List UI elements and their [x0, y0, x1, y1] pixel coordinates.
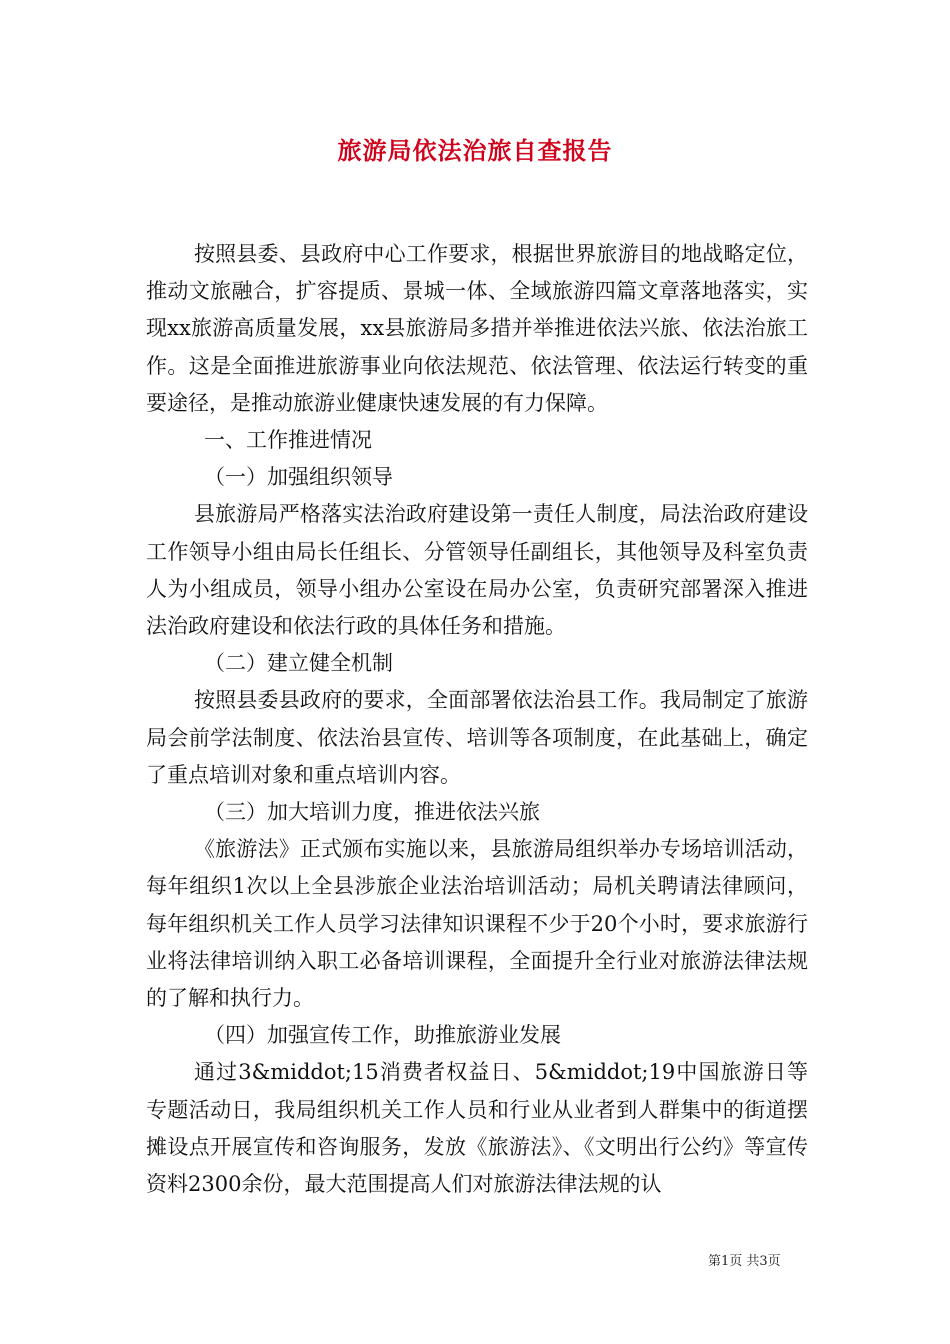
page-number-footer: 第1页 共3页	[708, 1254, 781, 1269]
section-heading-1: 一、工作推进情况	[204, 428, 372, 453]
subsection-heading-1: （一）加强组织领导	[204, 465, 393, 490]
subsection-paragraph-3: 《旅游法》正式颁布实施以来，县旅游局组织举办专场培训活动，每年组织1次以上全县涉旅企业法治培训活动；局机关聘请法律顾问，每年组织机关工作人员学习法律知识课程不少于20个小时，要求旅游行业将法律培训纳入职工必备培训课程，全面提升全行业对旅游法律法规的了解和执行力。	[146, 837, 808, 1011]
subsection-paragraph-1: 县旅游局严格落实法治政府建设第一责任人制度，局法治政府建设工作领导小组由局长任组长、分管领导任副组长，其他领导及科室负责人为小组成员，领导小组办公室设在局办公室，负责研究部署深入推进法治政府建设和依法行政的具体任务和措施。	[146, 502, 808, 639]
subsection-paragraph-4: 通过3&middot;15消费者权益日、5&middot;19中国旅游日等专题活动日，我局组织机关工作人员和行业从业者到人群集中的街道摆摊设点开展宣传和咨询服务，发放《旅游法》、《文明出行公约》等宣传资料2300余份，最大范围提高人们对旅游法律法规的认	[146, 1060, 808, 1197]
intro-paragraph: 按照县委、县政府中心工作要求，根据世界旅游目的地战略定位，推动文旅融合，扩容提质、景城一体、全域旅游四篇文章落地落实，实现xx旅游高质量发展，xx县旅游局多措并举推进依法兴旅、依法治旅工作。这是全面推进旅游事业向依法规范、依法管理、依法运行转变的重要途径，是推动旅游业健康快速发展的有力保障。	[146, 242, 808, 415]
subsection-heading-3: （三）加大培训力度，推进依法兴旅	[204, 800, 540, 825]
document-body	[146, 236, 808, 1203]
subsection-heading-4: （四）加强宣传工作，助推旅游业发展	[204, 1023, 561, 1048]
subsection-heading-2: （二）建立健全机制	[204, 651, 393, 676]
subsection-paragraph-2: 按照县委县政府的要求，全面部署依法治县工作。我局制定了旅游局会前学法制度、依法治县宣传、培训等各项制度，在此基础上，确定了重点培训对象和重点培训内容。	[146, 688, 808, 787]
document-title: 旅游局依法治旅自查报告	[337, 136, 613, 165]
